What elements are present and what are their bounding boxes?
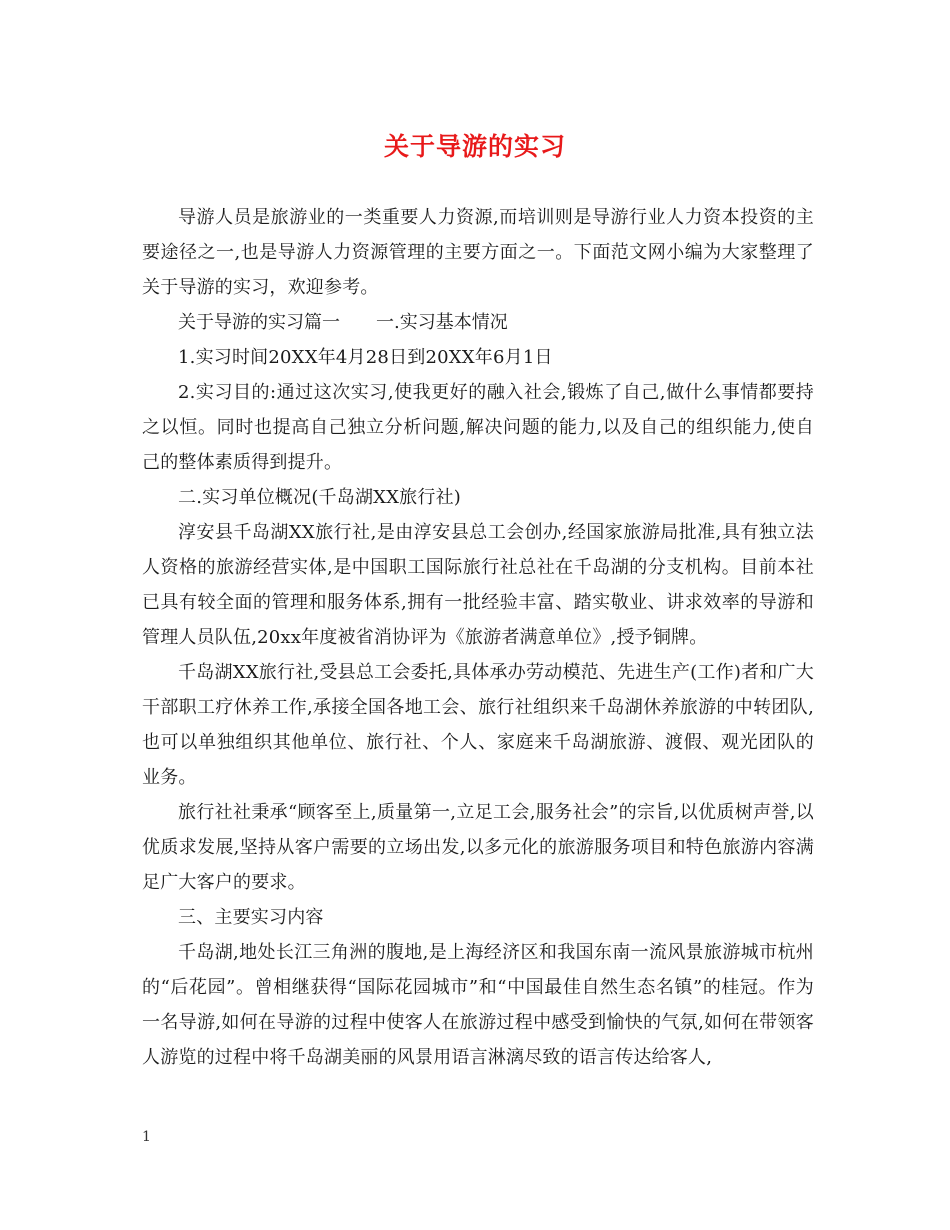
section-label-b: 一.实习基本情况: [376, 312, 508, 333]
document-title: 关于导游的实习: [383, 132, 566, 161]
paragraph-qiandao-lake: 千岛湖,地处长江三角洲的腹地,是上海经济区和我国东南一流风景旅游城市杭州的“后花园”。曾相继获得“国际花园城市”和“中国最佳自然生态名镇”的桂冠。作为一名导游,如何在导游的过程中使客人在旅游过程中感受到愉快的气氛,如何在带领客人游览的过程中将千岛湖美丽的风景用语言淋漓尽致的语言传达给客人,: [142, 942, 814, 1068]
paragraph-unit-intro: 淳安县千岛湖XX旅行社,是由淳安县总工会创办,经国家旅游局批准,具有独立法人资格的旅游经营实体,是中国职工国际旅行社总社在千岛湖的分支机构。目前本社已具有较全面的管理和服务体系,拥有一批经验丰富、踏实敬业、讲求效率的导游和管理人员队伍,20xx年度被省消协评为《旅游者满意单位》,授予铜牌。: [142, 522, 814, 648]
section-heading-line: [142, 305, 814, 340]
page-number: 1: [142, 1129, 151, 1145]
paragraph-unit-principle: 旅行社社秉承“顾客至上,质量第一,立足工会,服务社会”的宗旨,以优质树声誉,以优质求发展,坚持从客户需要的立场出发,以多元化的旅游服务项目和特色旅游内容满足广大客户的要求。: [142, 802, 814, 893]
section-label-a: 关于导游的实习篇一: [178, 312, 340, 333]
heading-main-content: 三、主要实习内容: [178, 907, 324, 928]
heading-unit-overview: 二.实习单位概况(千岛湖XX旅行社): [178, 487, 461, 508]
item-time: 1.实习时间20XX年4月28日到20XX年6月1日: [178, 347, 553, 368]
item-purpose: 2.实习目的:通过这次实习,使我更好的融入社会,锻炼了自己,做什么事情都要持之以恒。同时也提高自己独立分析问题,解决问题的能力,以及自己的组织能力,使自己的整体素质得到提升。: [142, 382, 814, 473]
document-body: [142, 200, 814, 1075]
paragraph-unit-business: 千岛湖XX旅行社,受县总工会委托,具体承办劳动模范、先进生产(工作)者和广大干部职工疗休养工作,承接全国各地工会、旅行社组织来千岛湖休养旅游的中转团队,也可以单独组织其他单位、旅行社、个人、家庭来千岛湖旅游、渡假、观光团队的业务。: [142, 662, 814, 788]
intro-paragraph: 导游人员是旅游业的一类重要人力资源,而培训则是导游行业人力资本投资的主要途径之一,也是导游人力资源管理的主要方面之一。下面范文网小编为大家整理了关于导游的实习，欢迎参考。: [142, 207, 814, 298]
